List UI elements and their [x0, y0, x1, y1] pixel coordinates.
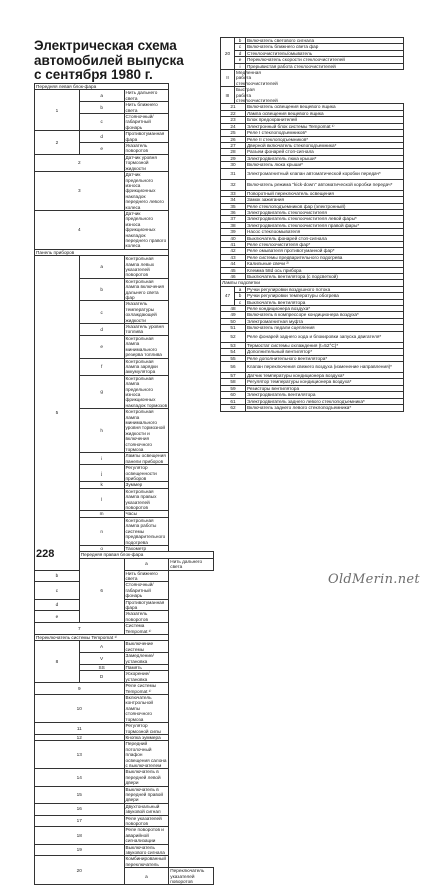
sub-letter: a	[79, 90, 124, 102]
item-number: 28	[221, 149, 246, 155]
item-number: 4	[35, 210, 125, 249]
sub-letter: b	[79, 102, 124, 114]
item-description: Включатель ближнего света фар	[246, 44, 404, 50]
sub-letter: h	[79, 409, 124, 453]
item-description: Регулятор тормозной силы	[124, 723, 169, 735]
legend-row	[35, 844, 214, 856]
item-number: 15	[35, 786, 125, 803]
item-description: Реле кондиционера воздуха*	[246, 306, 404, 312]
sub-letter: d	[35, 599, 80, 611]
item-description: Медленная работа стеклоочистителей	[236, 70, 278, 86]
item-number: 3	[35, 172, 125, 211]
legend-row	[35, 599, 214, 611]
sub-letter: i	[235, 63, 246, 69]
item-description: Кнопка зуммера	[124, 734, 169, 740]
item-description: Электродвигатель стеклоочистителя	[246, 209, 404, 215]
legend-row	[35, 172, 214, 211]
item-description: Дополнительный вентилятор*	[246, 349, 404, 355]
item-description: Стояночный/габаритный фонарь	[124, 582, 169, 599]
item-number: 14	[35, 769, 125, 786]
sub-letter: j	[79, 465, 124, 482]
legend-row	[35, 827, 214, 844]
item-number: 47	[221, 286, 235, 305]
legend-row	[35, 641, 214, 653]
item-description: Выключатель в передней левой двери	[124, 769, 169, 786]
item-description: Клемма 58d ось прибора	[246, 267, 404, 273]
item-description: Тахометр	[124, 545, 169, 551]
item-number: 22	[221, 110, 246, 116]
item-number: 8	[35, 641, 80, 683]
item-number: 54	[221, 349, 246, 355]
item-number: 34	[221, 197, 246, 203]
item-description: Выключение системы	[124, 641, 169, 653]
item-description: Указатель поворотов	[124, 143, 169, 155]
sub-letter: o	[79, 545, 124, 551]
item-description: Противотуманная фара	[124, 131, 169, 143]
legend-row	[221, 405, 404, 411]
sub-letter: c	[235, 299, 246, 305]
item-number: 41	[221, 241, 246, 247]
item-description: Указатель уровня топлива	[124, 324, 169, 336]
item-description: Выключатель вентилятора (с подсветкой)	[246, 274, 404, 280]
item-description: Выключатель вентилятора	[246, 299, 404, 305]
item-description: Реле дополнительного вентилятора*	[246, 355, 404, 361]
sub-letter: c	[35, 582, 80, 599]
item-description: Замок зажигания	[246, 197, 404, 203]
legend-table-right	[220, 37, 404, 412]
sub-letter: a	[124, 558, 169, 570]
item-description: Противотуманная фара	[124, 599, 169, 611]
item-number: 58	[221, 379, 246, 385]
item-number: 62	[221, 405, 246, 411]
item-description: Включатель люка крыши*	[246, 162, 404, 168]
sub-letter: e	[235, 57, 246, 63]
item-number: 25	[221, 130, 246, 136]
item-description: Включатель светового сигнала	[246, 38, 404, 44]
group-heading: Панель приборов	[35, 249, 169, 255]
item-description: Дверной включатель стеклоподъемника*	[246, 142, 404, 148]
item-number: 46	[221, 274, 246, 280]
item-description: Электродвигатель стеклоочистителя правой фары*	[246, 222, 404, 228]
legend-row	[35, 210, 214, 249]
item-description: Часы	[124, 511, 169, 517]
item-number: 31	[221, 168, 246, 179]
item-description: Память	[124, 665, 169, 671]
item-number: 37	[221, 216, 246, 222]
item-description: Электронный блок системы Tempomat ¹⁾	[246, 123, 404, 129]
sub-letter: e	[79, 143, 124, 155]
legend-row	[35, 683, 214, 695]
group-heading: Лампы подсветки	[221, 280, 404, 286]
item-number: 39	[221, 229, 246, 235]
sub-letter: d	[235, 50, 246, 56]
item-description: Датчик предельного износа фрикционных накладок переднего левого колеса	[124, 172, 169, 211]
legend-row	[35, 815, 214, 827]
item-number: 17	[35, 815, 125, 827]
item-number: 2	[35, 131, 80, 155]
legend-row	[35, 582, 214, 599]
legend-row	[35, 723, 214, 735]
item-description: Включатель освещения вещевого ящика	[246, 104, 404, 110]
item-description: Стеклоочиститель/омыватель	[246, 50, 404, 56]
sub-letter: k	[79, 482, 124, 488]
page-number: 228	[36, 548, 55, 560]
item-description: Электромагнитная муфта	[246, 318, 404, 324]
sub-letter: e	[79, 335, 124, 358]
item-number: 12	[35, 734, 125, 740]
legend-row	[221, 63, 404, 69]
item-description: Контрольная лампа включения дальнего света фар	[124, 278, 169, 301]
item-number: 60	[221, 392, 246, 398]
item-description: Электродвигатель заднего левого стеклоподъемника*	[246, 398, 404, 404]
item-description: Лампа освещения вещевого ящика	[246, 110, 404, 116]
legend-row	[221, 179, 404, 190]
item-number: 16	[35, 803, 125, 815]
item-description: Контрольная лампа минимального уровня тормозной жидкости и включения стояночного тормоза	[124, 409, 169, 453]
legend-row	[35, 570, 214, 582]
item-number: 45	[221, 267, 246, 273]
item-description: Контрольная лампа работы системы предварительного подогрева	[124, 517, 169, 545]
sub-letter: V	[79, 653, 124, 665]
sub-letter: d	[79, 324, 124, 336]
item-description: Реле системы предварительного подогрева	[246, 254, 404, 260]
item-number: 57	[221, 373, 246, 379]
item-number: 43	[221, 254, 246, 260]
item-number: 21	[221, 104, 246, 110]
item-number: 10	[35, 695, 125, 723]
item-number: 19	[35, 844, 125, 856]
item-description: Двухтональный звуковой сигнал	[124, 803, 169, 815]
item-description: Переключатель указателей поворотов	[169, 868, 214, 885]
sub-letter: d	[79, 131, 124, 143]
sub-letter: n	[79, 517, 124, 545]
page-title	[34, 39, 214, 83]
legend-row	[35, 131, 214, 143]
title-line-1: Электрическая схема	[34, 38, 177, 53]
item-description: Поворотный переключатель освещения	[246, 190, 404, 196]
item-number: 2	[35, 154, 125, 171]
item-description: Реле I стеклоподъемников*	[246, 130, 404, 136]
item-description: Реле омывателя противотуманной фар*	[246, 248, 404, 254]
item-description: Контрольная лампа предельного износа фрикционных накладок тормозов	[125, 375, 168, 408]
item-description: Реле поворотов и аварийной сигнализации	[124, 827, 169, 844]
sub-letter: c	[79, 114, 124, 131]
item-description: Датчик уровня тормозной жидкости	[124, 154, 169, 171]
legend-row	[35, 856, 214, 868]
legend-row	[35, 90, 214, 102]
item-description: Электродвигатель стеклоочистителя левой фары*	[246, 216, 404, 222]
item-number: 50	[221, 318, 246, 324]
item-description: Контрольная лампа минимального резерва топлива	[124, 335, 169, 358]
item-number: 26	[221, 136, 246, 142]
item-description: Калильные свечи ²⁾	[246, 261, 404, 267]
legend-row	[221, 87, 404, 104]
item-number: 6	[79, 558, 124, 622]
item-description: Регулятор освещенности приборов	[124, 465, 169, 482]
item-description: Включатель контрольной лампы стояночного тормоза	[124, 695, 169, 723]
item-description: Блок предохранителей	[246, 117, 404, 123]
item-description: Включатель в компрессоре кондиционера воздуха*	[246, 312, 404, 318]
legend-table-left	[34, 83, 214, 885]
sub-letter: a	[79, 256, 124, 279]
item-description: Термостат системы охлаждения (t=52°C)*	[246, 342, 404, 348]
item-number: 61	[221, 398, 246, 404]
item-description: Насос стеклоомывателя	[246, 229, 404, 235]
sub-letter: c	[235, 44, 246, 50]
item-description: Разъем фонарей стоп-сигнала	[246, 149, 404, 155]
group-heading: Передняя левая блок-фара	[35, 84, 169, 90]
item-description: Зуммер	[124, 482, 169, 488]
legend-row	[221, 361, 404, 372]
item-description: Быстрая работа стеклоочистителей	[236, 87, 278, 104]
sub-letter: III	[221, 87, 235, 104]
item-number: 23	[221, 117, 246, 123]
sub-letter: g	[79, 375, 124, 408]
item-description: Реле стеклоочистителя фар*	[246, 241, 404, 247]
sub-letter: l	[79, 488, 124, 511]
legend-row	[35, 256, 214, 279]
item-number: 56	[221, 361, 246, 372]
item-number: 7	[35, 623, 125, 635]
item-description: Электромагнитный клапан автоматической коробки передач*	[246, 168, 404, 179]
sub-letter: a	[124, 868, 169, 885]
legend-row	[35, 786, 214, 803]
item-description: Реле системы Tempomat ¹⁾	[124, 683, 169, 695]
item-description: Реле II стеклоподъемников*	[246, 136, 404, 142]
sub-letter: e	[35, 611, 80, 623]
legend-row	[35, 623, 214, 635]
item-description: Контрольная лампа левых указателей поворотов	[124, 256, 169, 279]
sub-letter: SS	[79, 665, 124, 671]
item-number: 35	[221, 203, 246, 209]
item-description: Система Tempomat ¹⁾	[124, 623, 169, 635]
item-description: Контрольная лампа правых указателей поворотов	[124, 488, 169, 511]
item-number: 51	[221, 325, 246, 331]
title-line-2: автомобилей выпуска	[34, 52, 184, 68]
item-description: Контрольная лампа зарядки аккумулятора	[124, 358, 169, 375]
watermark: OldMerin.net	[328, 572, 420, 587]
item-description: Замедление/установка	[124, 653, 169, 665]
item-description: Реле стеклоподъемников фар (электронный)	[246, 203, 404, 209]
item-description: Передний потолочный плафон освещения салона с выключателем	[124, 741, 169, 769]
title-line-3: с сентября 1980 г.	[34, 67, 153, 82]
sub-letter: II	[221, 70, 235, 87]
item-description: Датчик предельного износа фрикционных накладок переднего правого колеса	[124, 210, 169, 249]
item-description: Включатель заднего левого стеклоподъемника*	[246, 405, 404, 411]
item-number: 40	[221, 235, 246, 241]
item-number: 11	[35, 723, 125, 735]
item-description: Клапан переключения свежего воздуха (изменение направления)*	[246, 361, 404, 372]
item-description: Ручки регулировки воздушного потока	[246, 286, 404, 292]
sub-letter: f	[79, 358, 124, 375]
item-description: Нить дальнего света	[124, 90, 169, 102]
sub-letter: b	[235, 38, 246, 44]
item-description: Ускорение/установка	[124, 671, 169, 683]
item-number: 33	[221, 190, 246, 196]
item-number: 18	[35, 827, 125, 844]
item-description: Лампы освещения панели приборов	[124, 453, 169, 465]
legend-row	[35, 741, 214, 769]
item-number: 29	[221, 155, 246, 161]
item-description: Указатель температуры охлаждающей жидкости	[124, 301, 169, 324]
item-number: 53	[221, 342, 246, 348]
sub-letter: D	[79, 671, 124, 683]
item-description: Прерывистая работа стеклоочистителей	[246, 63, 404, 69]
item-number: 48	[221, 306, 246, 312]
legend-row	[221, 168, 404, 179]
item-number: 59	[221, 385, 246, 391]
item-description: Резисторы вентилятора	[246, 385, 404, 391]
item-description: Выключатель звукового сигнала	[124, 844, 169, 856]
sub-letter: a	[235, 286, 246, 292]
item-number: 32	[221, 179, 246, 190]
legend-row	[35, 769, 214, 786]
item-description: Выключатель фонарей стоп-сигнала	[246, 235, 404, 241]
item-number: 38	[221, 222, 246, 228]
item-description: Включатель режима "kick-down" автоматической коробки передач*	[246, 179, 404, 190]
legend-row	[35, 611, 214, 623]
item-description: Включатель педали сцепления	[246, 325, 404, 331]
legend-row	[221, 331, 404, 342]
item-number: 9	[35, 683, 125, 695]
item-number: 27	[221, 142, 246, 148]
item-description: Нить ближнего света	[124, 570, 169, 582]
item-description: Стояночный/габаритный фонарь	[124, 114, 169, 131]
item-description: Датчик температуры кондиционера воздуха*	[246, 373, 404, 379]
sub-letter: b	[35, 570, 80, 582]
item-number: 5	[35, 256, 80, 570]
item-number: 44	[221, 261, 246, 267]
legend-row	[35, 154, 214, 171]
legend-row	[35, 695, 214, 723]
item-description: Ручки регулировки температуры обогрева	[246, 293, 404, 299]
group-heading: Передняя правая блок-фара	[79, 552, 213, 558]
item-number: 13	[35, 741, 125, 769]
item-number: 30	[221, 162, 246, 168]
item-number: 24	[221, 123, 246, 129]
item-description: Реле указателей поворотов	[124, 815, 169, 827]
item-description: Указатель поворотов	[124, 611, 169, 623]
sub-letter: i	[79, 453, 124, 465]
group-heading: Переключатель системы Tempomat ¹⁾	[35, 635, 169, 641]
legend-row	[221, 70, 404, 87]
item-number: 20	[221, 38, 235, 70]
item-number: 20	[35, 856, 125, 885]
sub-letter: b	[79, 278, 124, 301]
item-description: Реле фонарей заднего хода и блокировки запуска двигателя*	[246, 331, 404, 342]
item-description: Нить дальнего света	[169, 558, 214, 570]
item-description: Электродвигатель люка крыши*	[246, 155, 404, 161]
item-number: 42	[221, 248, 246, 254]
item-description: Комбинированный переключатель	[124, 856, 169, 868]
item-description: Регулятор температуры кондиционера воздуха*	[246, 379, 404, 385]
sub-letter: b	[235, 293, 246, 299]
sub-letter: c	[79, 301, 124, 324]
item-number: 36	[221, 209, 246, 215]
item-number: 49	[221, 312, 246, 318]
item-description: Нить ближнего света	[124, 102, 169, 114]
item-description: Выключатель в передней правой двери	[124, 786, 169, 803]
item-number: 1	[35, 90, 80, 131]
sub-letter: A	[79, 641, 124, 653]
legend-row	[35, 803, 214, 815]
item-number: 55	[221, 355, 246, 361]
item-number: 52	[221, 331, 246, 342]
item-description: Переключатель скорости стеклоочистителей	[246, 57, 404, 63]
sub-letter: m	[79, 511, 124, 517]
item-description: Электродвигатель вентилятора	[246, 392, 404, 398]
